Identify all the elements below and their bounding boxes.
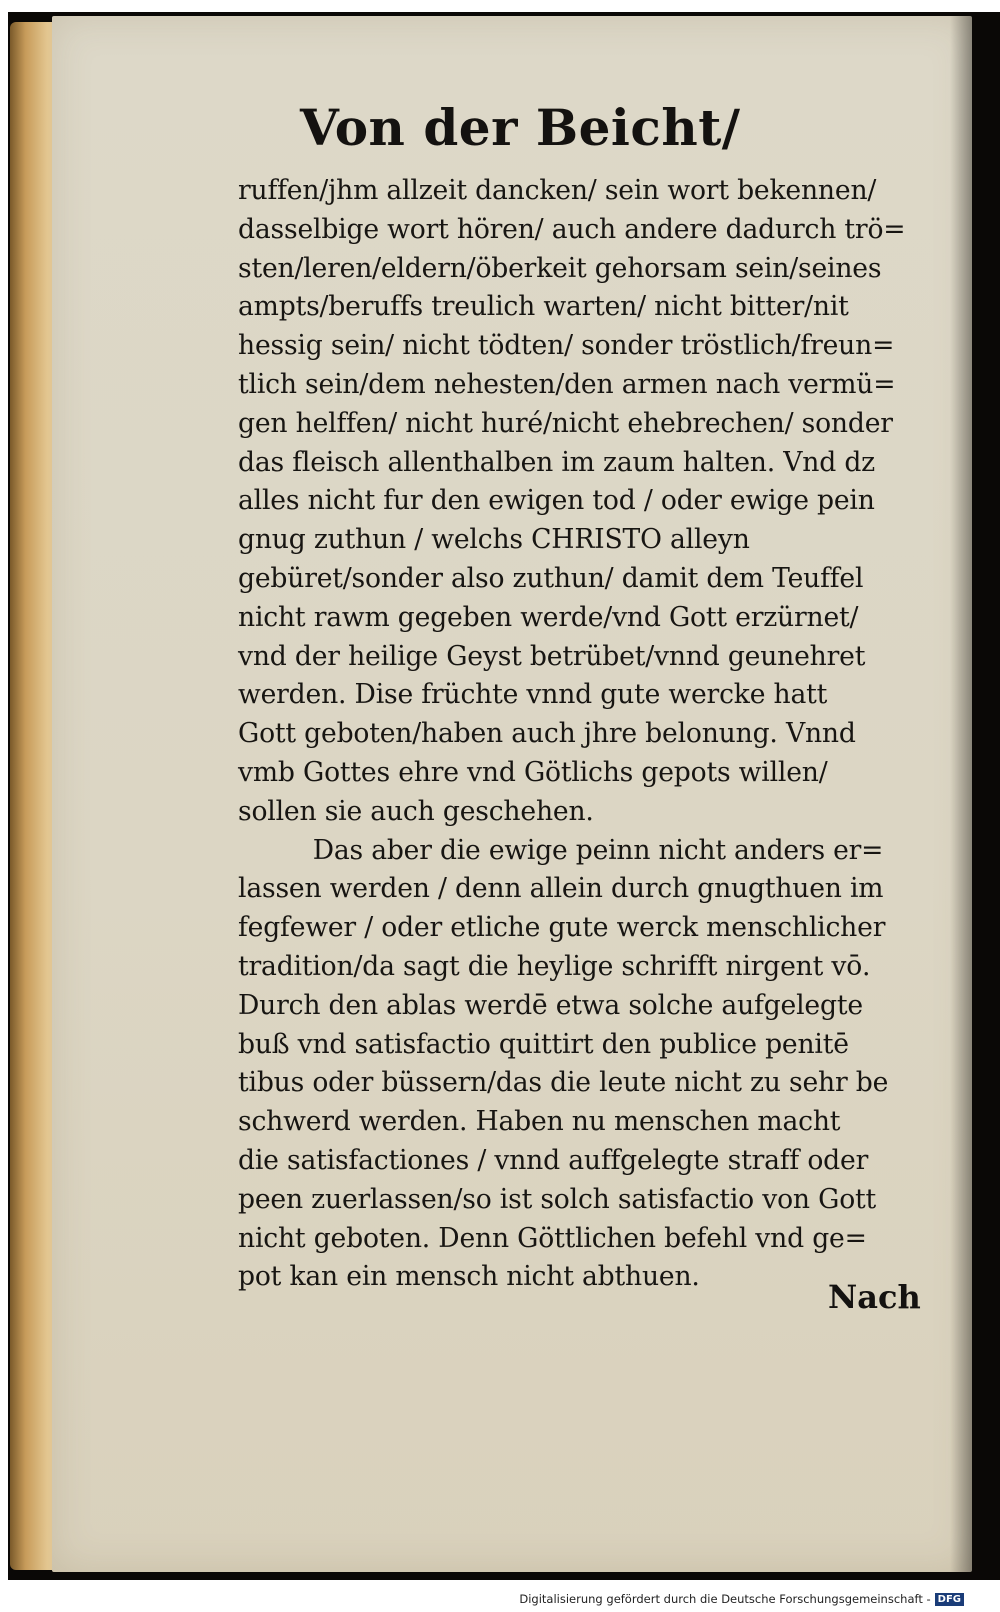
text-line: ampts/beruffs treulich warten/ nicht bitter/nit: [238, 291, 849, 323]
text-line: tradition/da sagt die heylige schrifft nirgent vō.: [238, 950, 871, 982]
text-line: peen zuerlassen/so ist solch satisfactio von Gott: [238, 1183, 877, 1215]
text-line: werden. Dise früchte vnnd gute wercke hatt: [238, 679, 828, 711]
text-line: buß vnd satisfactio quittirt den publice penitē: [238, 1028, 849, 1060]
text-line: schwerd werden. Haben nu menschen macht: [238, 1106, 841, 1138]
text-line: Gott geboten/haben auch jhre belonung. Vnnd: [238, 718, 856, 750]
catchword: Nach: [828, 1278, 921, 1316]
text-line: tlich sein/dem nehesten/den armen nach vermü=: [238, 368, 896, 400]
text-line: gen helffen/ nicht huré/nicht ehebrechen/ sonder: [238, 407, 893, 439]
text-line: gnug zuthun / welchs CHRISTO alleyn: [238, 524, 750, 556]
text-line: Durch den ablas werdē etwa solche aufgelegte: [238, 989, 863, 1021]
text-line: vmb Gottes ehre vnd Götlichs gepots willen/: [238, 756, 828, 788]
text-line: lassen werden / denn allein durch gnugthuen im: [238, 873, 884, 905]
text-line: dasselbige wort hören/ auch andere dadurch trö=: [238, 213, 906, 245]
text-line: sollen sie auch geschehen.: [238, 795, 594, 827]
credit-text: Digitalisierung gefördert durch die Deutsche Forschungsgemeinschaft -: [519, 1592, 931, 1606]
running-head: Von der Beicht/: [300, 98, 741, 157]
text-line: nicht rawm gegeben werde/vnd Gott erzürnet/: [238, 601, 859, 633]
text-line: ruffen/jhm allzeit dancken/ sein wort bekennen/: [238, 175, 877, 206]
text-line: Das aber die ewige peinn nicht anders er=: [312, 834, 884, 866]
digitization-credit: [519, 1590, 964, 1608]
text-line: hessig sein/ nicht tödten/ sonder tröstlich/freun=: [238, 330, 895, 362]
page-gutter-shadow: [950, 16, 972, 1572]
text-line: die satisfactiones / vnnd auffgelegte straff oder: [238, 1144, 869, 1176]
dfg-logo-icon: DFG: [935, 1593, 964, 1606]
text-line: nicht geboten. Denn Göttlichen befehl vnd ge=: [238, 1222, 867, 1254]
text-line: pot kan ein mensch nicht abthuen.: [238, 1261, 700, 1293]
text-line: vnd der heilige Geyst betrübet/vnnd geunehret: [238, 640, 866, 672]
text-line: gebüret/sonder also zuthun/ damit dem Teuffel: [238, 562, 864, 594]
text-line: tibus oder büssern/das die leute nicht zu sehr be: [238, 1067, 889, 1099]
text-line: alles nicht fur den ewigen tod / oder ewige pein: [238, 485, 875, 517]
body-text: [238, 172, 938, 1297]
text-line: fegfewer / oder etliche gute werck menschlicher: [238, 912, 886, 944]
text-line: sten/leren/eldern/öberkeit gehorsam sein/seines: [238, 252, 882, 284]
text-line: das fleisch allenthalben im zaum halten. Vnd dz: [238, 446, 876, 478]
